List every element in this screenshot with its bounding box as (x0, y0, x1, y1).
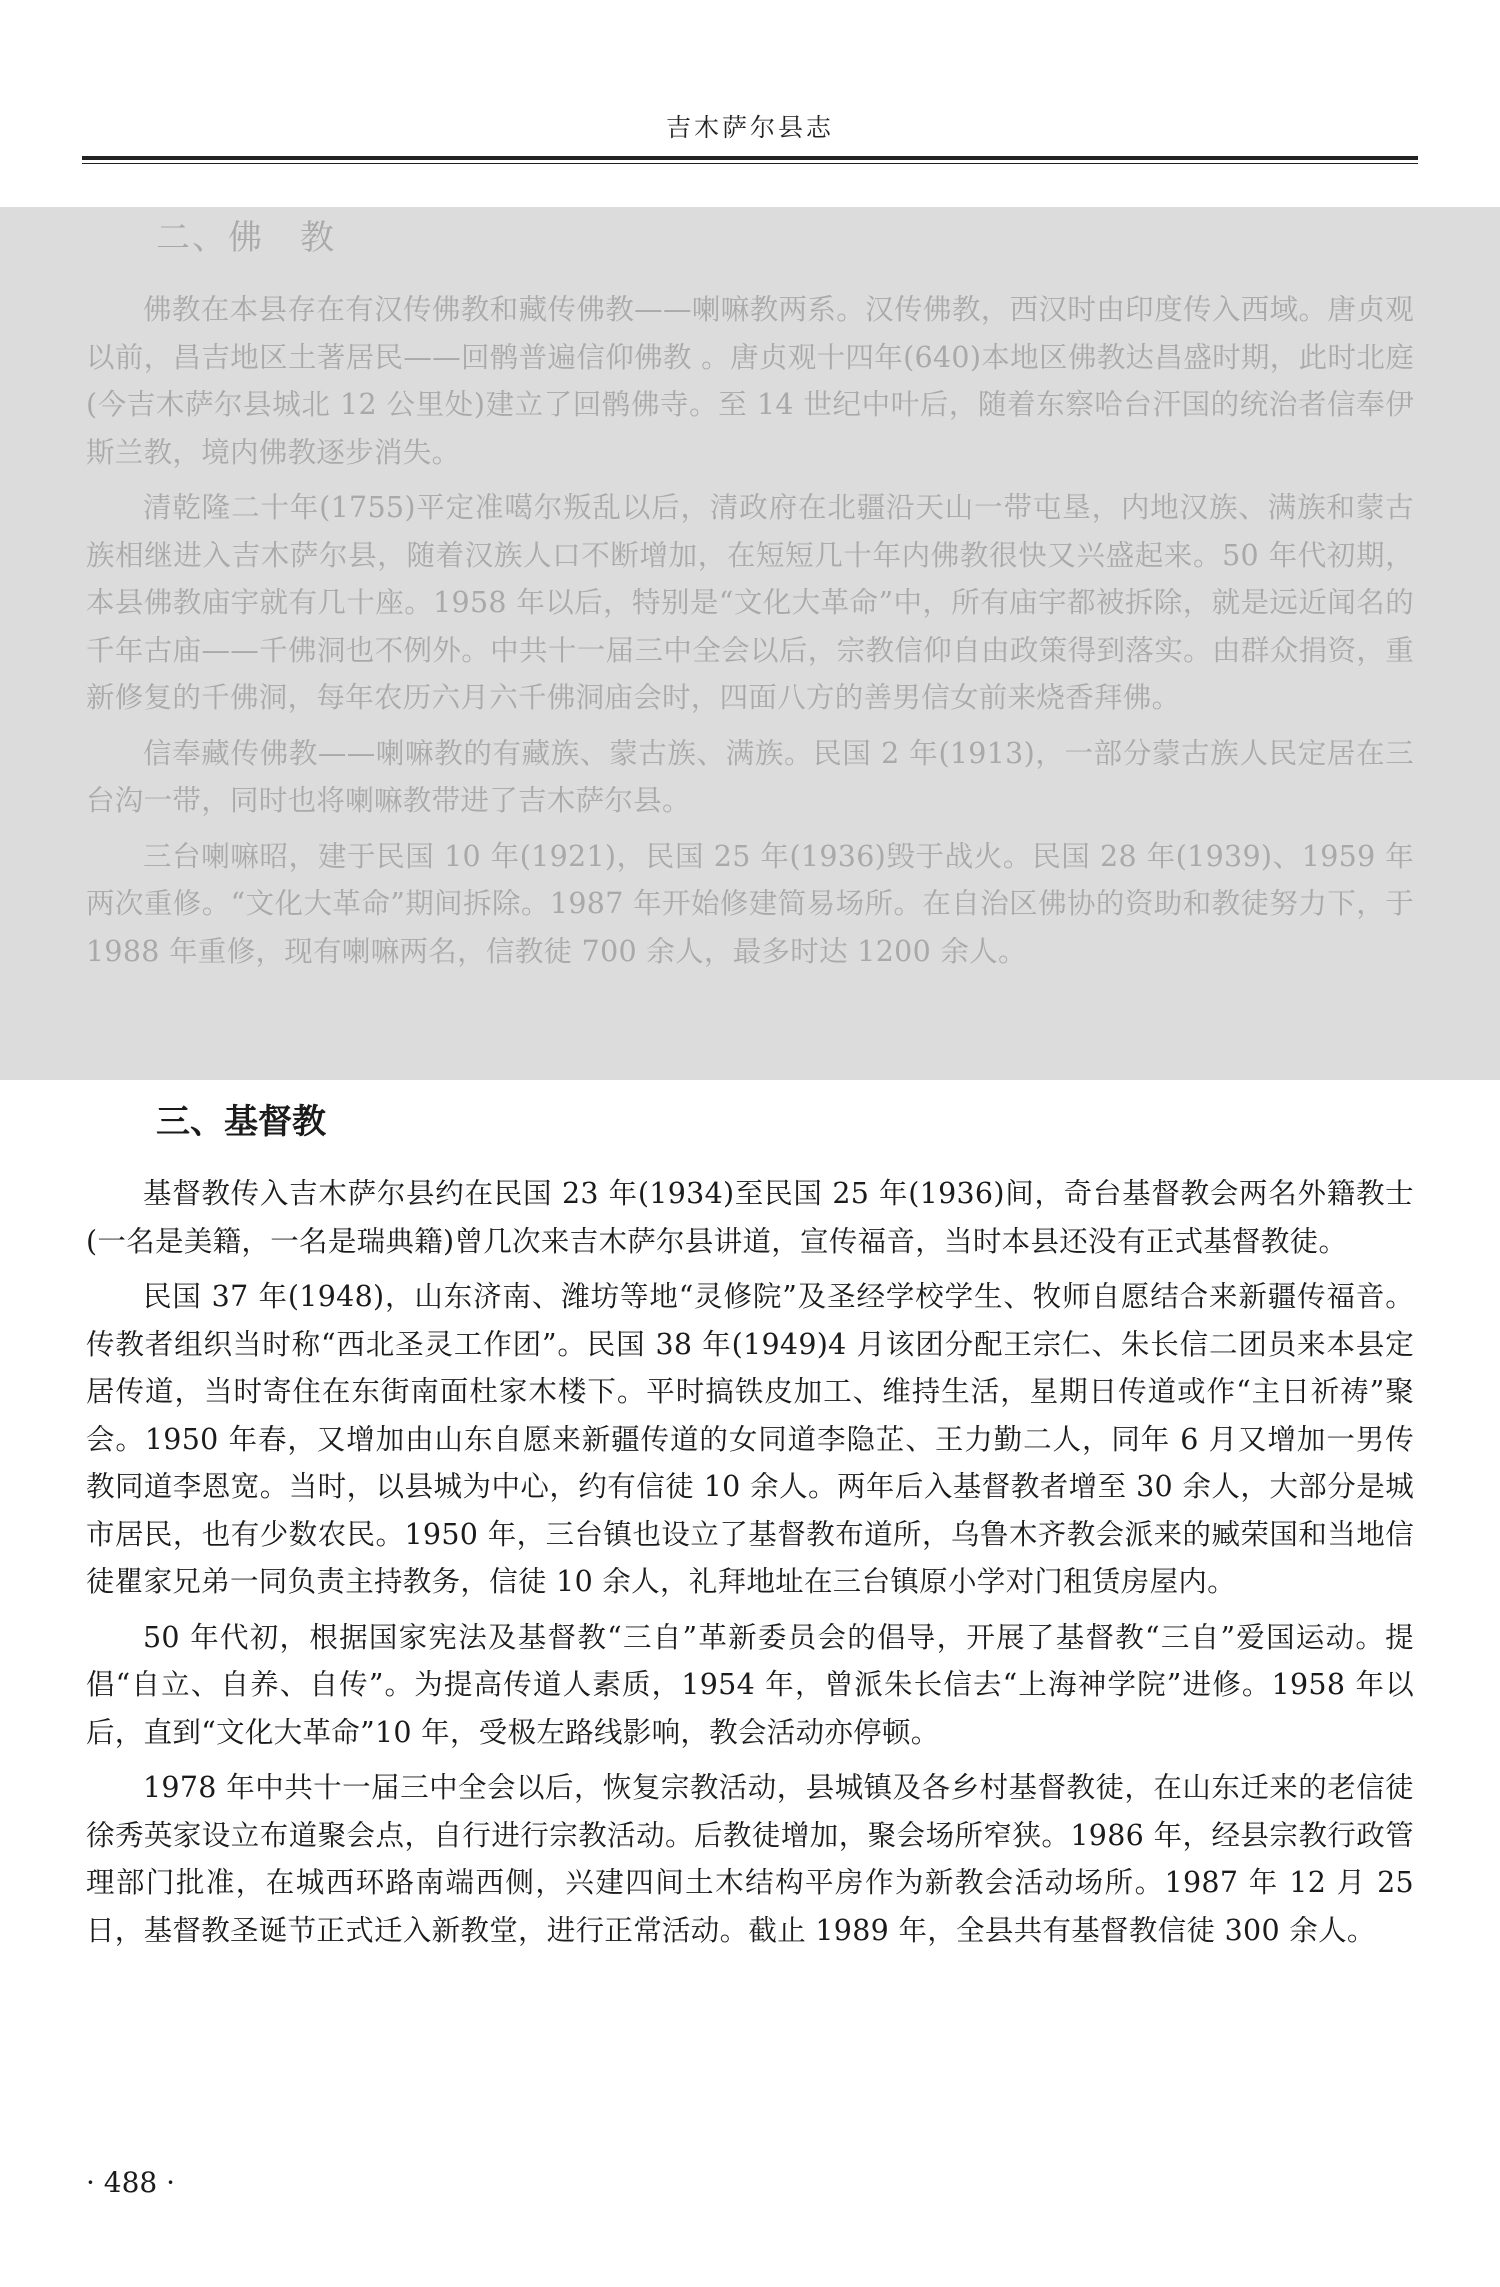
section-buddhism (86, 212, 1414, 983)
paragraph: 50 年代初，根据国家宪法及基督教“三自”革新委员会的倡导，开展了基督教“三自”爱国运动。提倡“自立、自养、自传”。为提高传道人素质，1954 年，曾派朱长信去“上海神学院”进修。1958 年以后，直到“文化大革命”10 年，受极左路线影响，教会活动亦停顿。 (86, 1620, 1414, 1749)
paragraph: 信奉藏传佛教——喇嘛教的有藏族、蒙古族、满族。民国 2 年(1913)，一部分蒙古族人民定居在三台沟一带，同时也将喇嘛教带进了吉木萨尔县。 (86, 736, 1414, 817)
page-number: · 488 · (86, 2166, 176, 2199)
paragraph: 佛教在本县存在有汉传佛教和藏传佛教——喇嘛教两系。汉传佛教，西汉时由印度传入西域。唐贞观以前，昌吉地区土著居民——回鹘普遍信仰佛教 。唐贞观十四年(640)本地区佛教达昌盛时期，此时北庭(今吉木萨尔县城北 12 公里处)建立了回鹘佛寺。至 14 世纪中叶后，随着东察哈台汗国的统治者信奉伊斯兰教，境内佛教逐步消失。 (86, 293, 1414, 469)
paragraph: 1978 年中共十一届三中全会以后，恢复宗教活动，县城镇及各乡村基督教徒，在山东迁来的老信徒徐秀英家设立布道聚会点，自行进行宗教活动。后教徒增加，聚会场所窄狭。1986 年，经县宗教行政管理部门批准，在城西环路南端西侧，兴建四间土木结构平房作为新教会活动场所。1987 年 12 月 25 日，基督教圣诞节正式迁入新教堂，进行正常活动。截止 1989 年，全县共有基督教信徒 300 余人。 (86, 1771, 1414, 1947)
running-header: 吉木萨尔县志 (665, 113, 834, 142)
paragraph: 基督教传入吉木萨尔县约在民国 23 年(1934)至民国 25 年(1936)间，奇台基督教会两名外籍教士(一名是美籍，一名是瑞典籍)曾几次来吉木萨尔县讲道，宣传福音，当时本县还没有正式基督教徒。 (86, 1177, 1414, 1258)
paragraph: 三台喇嘛昭，建于民国 10 年(1921)，民国 25 年(1936)毁于战火。民国 28 年(1939)、1959 年两次重修。“文化大革命”期间拆除。1987 年开始修建简易场所。在自治区佛协的资助和教徒努力下，于 1988 年重修，现有喇嘛两名，信教徒 700 余人，最多时达 1200 余人。 (86, 839, 1414, 968)
paragraph: 清乾隆二十年(1755)平定准噶尔叛乱以后，清政府在北疆沿天山一带屯垦，内地汉族、满族和蒙古族相继进入吉木萨尔县，随着汉族人口不断增加，在短短几十年内佛教很快又兴盛起来。50 年代初期，本县佛教庙宇就有几十座。1958 年以后，特别是“文化大革命”中，所有庙宇都被拆除，就是远近闻名的千年古庙——千佛洞也不例外。中共十一届三中全会以后，宗教信仰自由政策得到落实。由群众捐资，重新修复的千佛洞，每年农历六月六千佛洞庙会时，四面八方的善男信女前来烧香拜佛。 (86, 491, 1414, 714)
section-heading-buddhism: 二、佛 教 (156, 218, 336, 258)
section-christianity (86, 1096, 1414, 1962)
header-rule-thick (82, 156, 1418, 160)
paragraph: 民国 37 年(1948)，山东济南、潍坊等地“灵修院”及圣经学校学生、牧师自愿结合来新疆传福音。传教者组织当时称“西北圣灵工作团”。民国 38 年(1949)4 月该团分配王宗仁、朱长信二团员来本县定居传道，当时寄住在东街南面杜家木楼下。平时搞铁皮加工、维持生活，星期日传道或作“主日祈祷”聚会。1950 年春，又增加由山东自愿来新疆传道的女同道李隐芷、王力勤二人，同年 6 月又增加一男传教同道李恩宽。当时，以县城为中心，约有信徒 10 余人。两年后入基督教者增至 30 余人，大部分是城市居民，也有少数农民。1950 年，三台镇也设立了基督教布道所，乌鲁木齐教会派来的臧荣国和当地信徒瞿家兄弟一同负责主持教务，信徒 10 余人，礼拜地址在三台镇原小学对门租赁房屋内。 (86, 1280, 1414, 1598)
header-rule-thin (82, 163, 1418, 164)
section-heading-christianity: 三、基督教 (156, 1102, 326, 1142)
